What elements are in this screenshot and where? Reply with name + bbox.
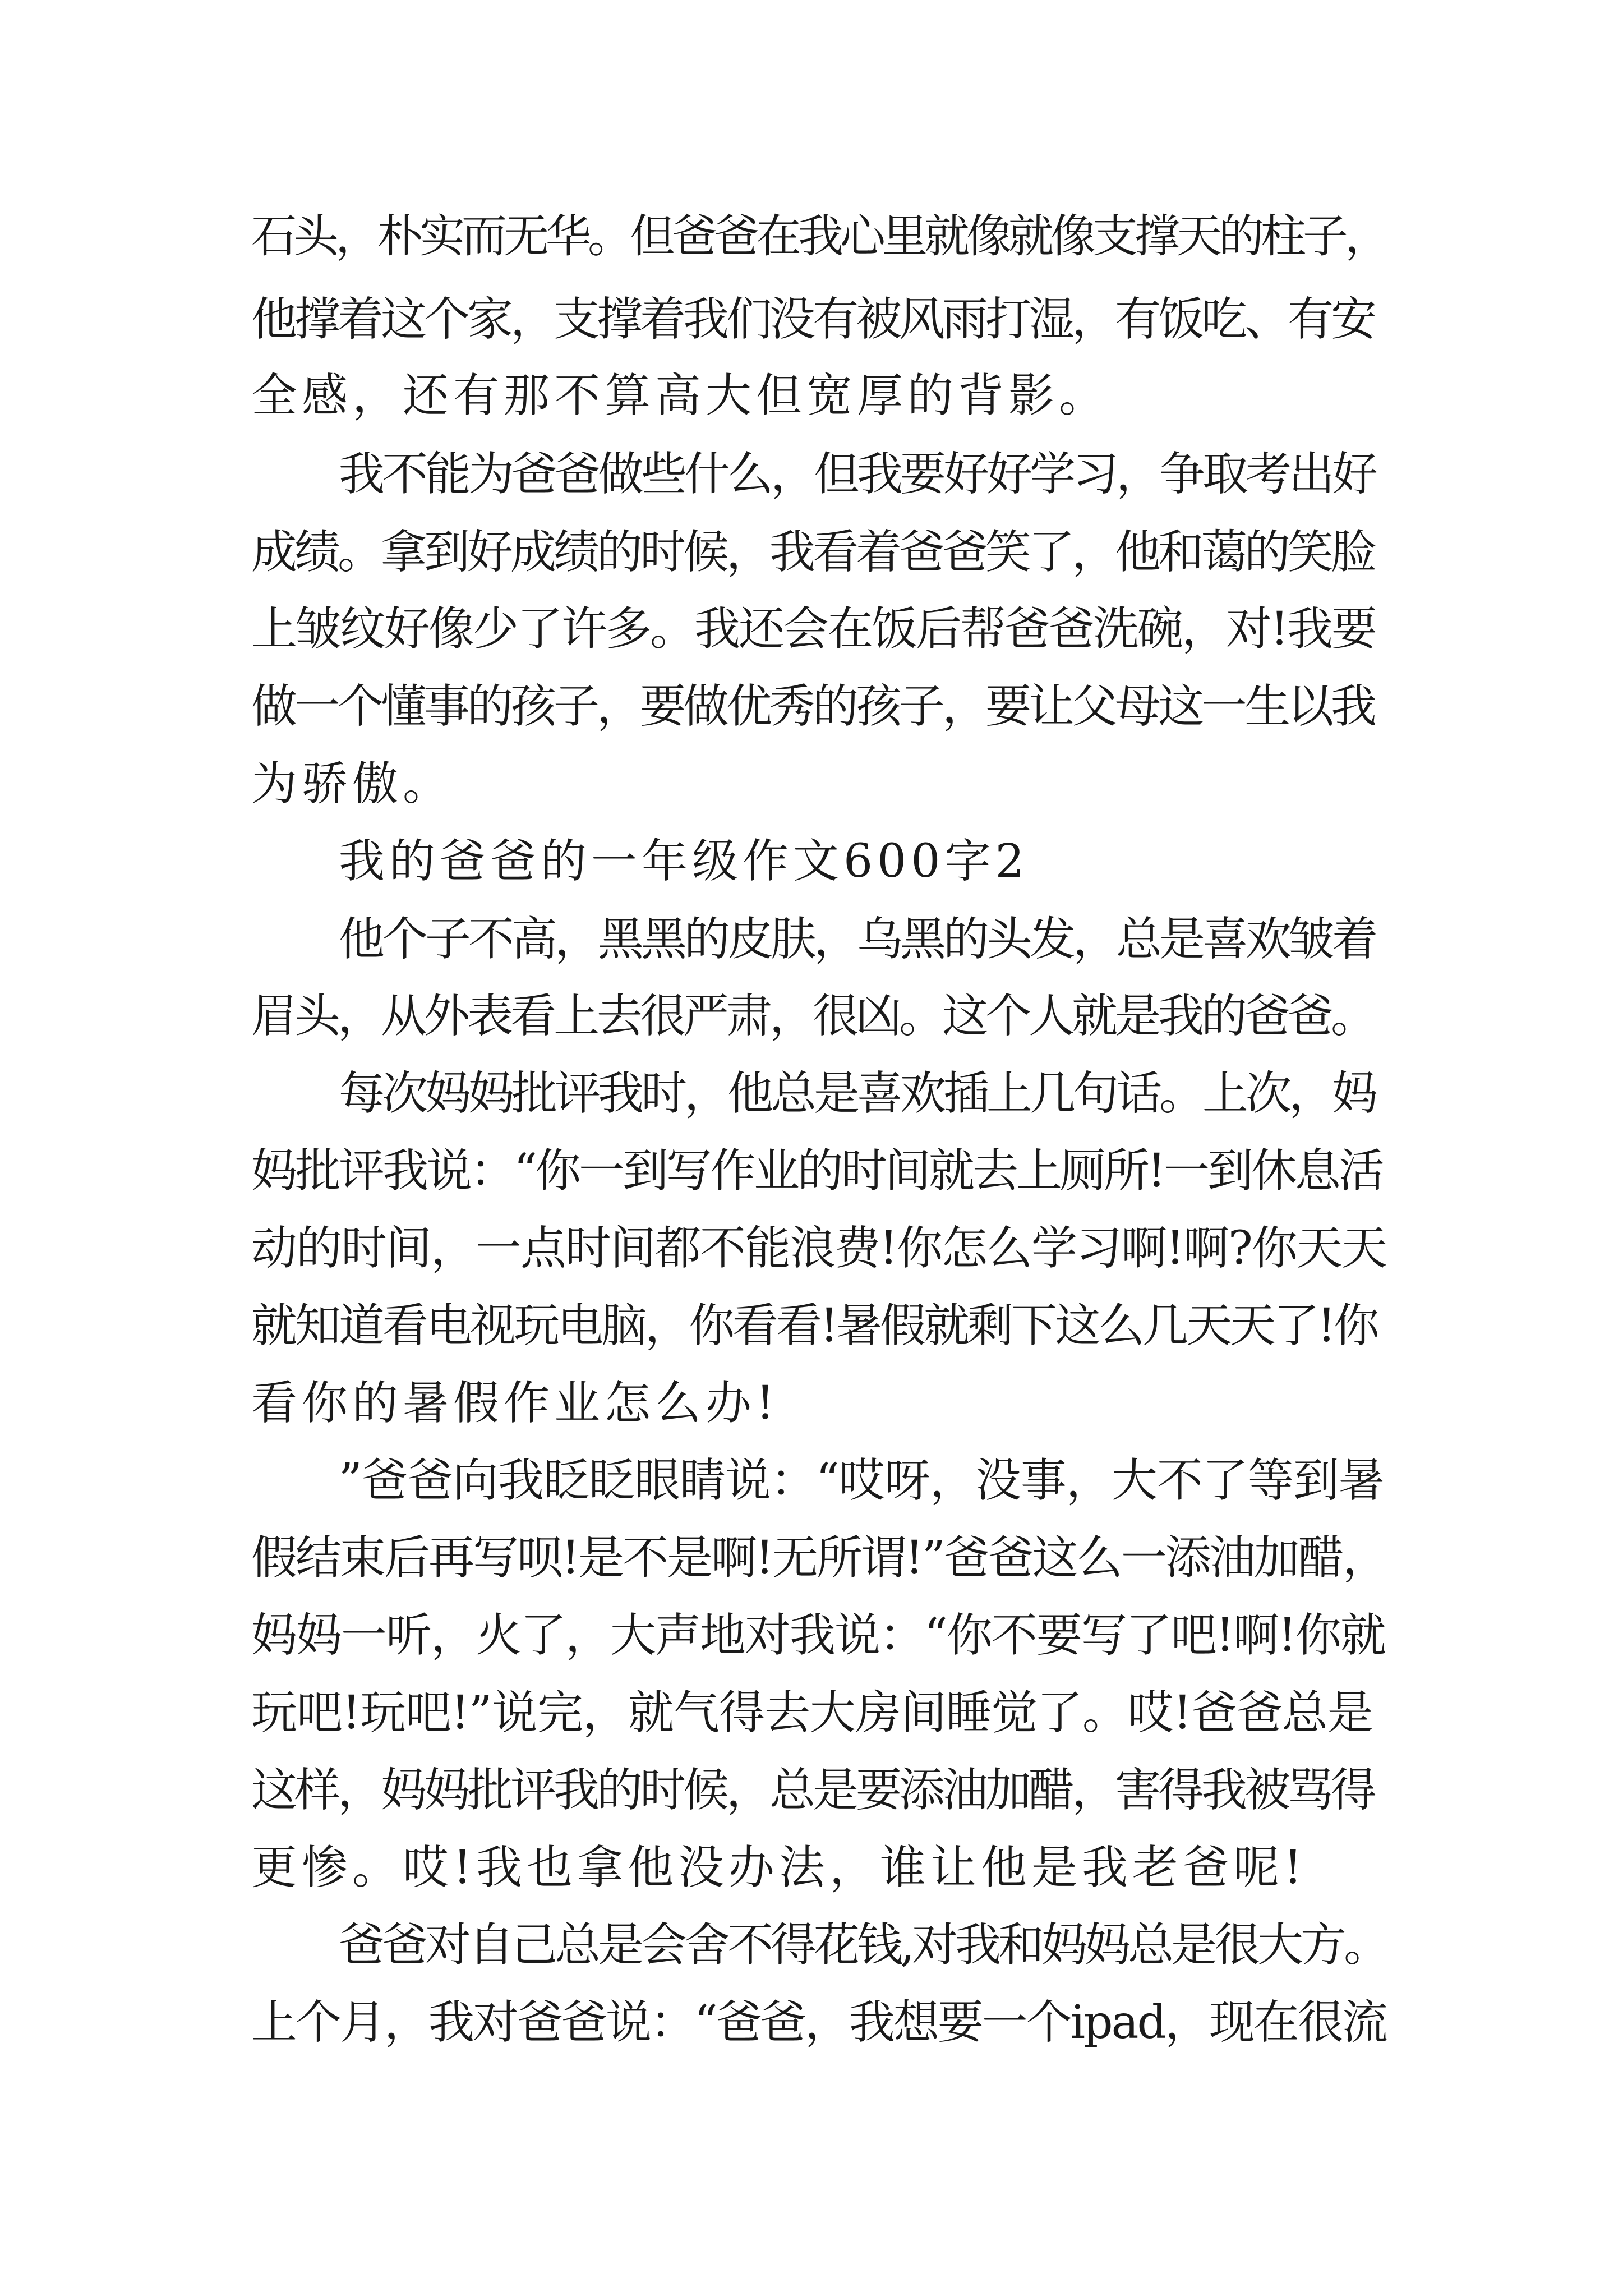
text-line: 他撑着这个家，支撑着我们没有被风雨打湿，有饭吃、有安 — [251, 293, 1375, 346]
text-line: 妈妈一听，火了，大声地对我说：“你不要写了吧!啊!你就 — [251, 1609, 1385, 1662]
text-line: 每次妈妈批评我时，他总是喜欢插上几句话。上次，妈 — [339, 1067, 1376, 1120]
text-line: 看你的暑假作业怎么办! — [251, 1377, 779, 1430]
text-line: 我不能为爸爸做些什么，但我要好好学习，争取考出好 — [339, 448, 1376, 501]
text-line: 石头，朴实而无华。但爸爸在我心里就像就像支撑天的柱子， — [251, 210, 1387, 263]
text-line: 这样，妈妈批评我的时候，总是要添油加醋，害得我被骂得 — [251, 1764, 1375, 1817]
text-line: 为骄傲。 — [251, 757, 454, 811]
text-line: 爸爸对自己总是会舍不得花钱,对我和妈妈总是很大方。 — [339, 1918, 1387, 1972]
text-line: 眉头，从外表看上去很严肃，很凶。这个人就是我的爸爸。 — [251, 990, 1375, 1043]
text-line: 动的时间，一点时间都不能浪费!你怎么学习啊!啊?你天天 — [251, 1222, 1386, 1275]
text-line: 玩吧!玩吧!”说完，就气得去大房间睡觉了。哎!爸爸总是 — [251, 1686, 1373, 1740]
text-line: 成绩。拿到好成绩的时候，我看着爸爸笑了，他和蔼的笑脸 — [251, 526, 1375, 579]
text-line: 更惨。哎!我也拿他没办法，谁让他是我老爸呢! — [251, 1841, 1307, 1894]
text-line: 妈批评我说：“你一到写作业的时间就去上厕所!一到休息活 — [251, 1144, 1382, 1198]
text-line: 假结束后再写呗!是不是啊!无所谓!”爸爸这么一添油加醋， — [251, 1531, 1387, 1585]
text-line: 上皱纹好像少了许多。我还会在饭后帮爸爸洗碗，对!我要 — [251, 602, 1376, 656]
text-line: 就知道看电视玩电脑，你看看!暑假就剩下这么几天天了!你 — [251, 1299, 1377, 1352]
text-line: 全感，还有那不算高大但宽厚的背影。 — [251, 369, 1110, 422]
section-heading: 我的爸爸的一年级作文600字2 — [339, 835, 1029, 888]
text-line: 做一个懂事的孩子，要做优秀的孩子，要让父母这一生以我 — [251, 680, 1375, 733]
text-line: ”爸爸向我眨眨眼睛说：“哎呀，没事，大不了等到暑 — [339, 1454, 1384, 1507]
text-line: 他个子不高，黑黑的皮肤，乌黑的头发，总是喜欢皱着 — [339, 913, 1376, 966]
text-line: 上个月，我对爸爸说：“爸爸，我想要一个ipad，现在很流 — [251, 1996, 1387, 2049]
